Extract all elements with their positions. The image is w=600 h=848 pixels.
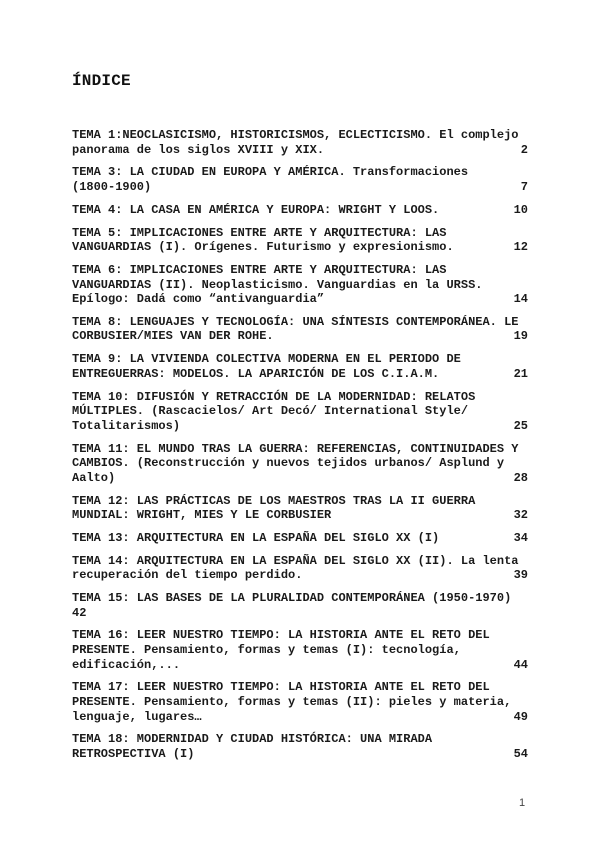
toc-entry-text-line: TEMA 1:NEOCLASICISMO, HISTORICISMOS, ECLECTICISMO. El complejo (72, 128, 519, 142)
toc-entry-text-line: lenguaje, lugares… (72, 709, 202, 724)
toc-page-number: 54 (513, 747, 528, 761)
toc-entry-text-line: (1800-1900) (72, 179, 152, 194)
toc-entry-text-line: TEMA 18: MODERNIDAD Y CIUDAD HISTÓRICA: UNA MIRADA (72, 732, 433, 747)
toc-entry[interactable] (72, 680, 528, 724)
toc-entry-text-line: TEMA 17: LEER NUESTRO TIEMPO: LA HISTORIA ANTE EL RETO DEL (72, 680, 490, 695)
toc-page-number: 21 (513, 366, 528, 381)
toc-page-number: 2 (520, 142, 528, 157)
toc-page-number: 10 (513, 202, 528, 217)
toc-entry[interactable] (72, 591, 528, 620)
toc-page-number: 19 (513, 329, 528, 344)
toc-entry[interactable] (72, 203, 528, 218)
toc-entry[interactable] (72, 165, 528, 194)
toc-entry-text-line: TEMA 16: LEER NUESTRO TIEMPO: LA HISTORIA ANTE EL RETO DEL (72, 628, 490, 643)
toc-page-number: 28 (513, 470, 528, 485)
toc-entry-text-line: TEMA 6: IMPLICACIONES ENTRE ARTE Y ARQUITECTURA: LAS (72, 262, 447, 277)
toc-entry-text-line: Epílogo: Dadá como “antivanguardia” (72, 292, 325, 307)
toc-entry-text-line: TEMA 5: IMPLICACIONES ENTRE ARTE Y ARQUITECTURA: LAS (72, 225, 447, 240)
toc-entry-text-line: edificación,... (72, 657, 181, 672)
toc-entry[interactable] (72, 128, 528, 157)
toc-entry[interactable] (72, 628, 528, 672)
toc-entry-text-line: TEMA 4: LA CASA EN AMÉRICA Y EUROPA: WRIGHT Y LOOS. (72, 202, 440, 217)
table-of-contents (72, 128, 528, 770)
page-number: 1 (519, 797, 526, 809)
toc-page-number: 32 (513, 508, 528, 523)
toc-entry-text-line: TEMA 11: EL MUNDO TRAS LA GUERRA: REFERENCIAS, CONTINUIDADES Y (72, 441, 519, 456)
toc-entry-text-line: ENTREGUERRAS: MODELOS. LA APARICIÓN DE LOS C.I.A.M. (72, 366, 440, 381)
toc-entry[interactable] (72, 554, 528, 583)
index-title: ÍNDICE (72, 72, 131, 90)
toc-entry[interactable] (72, 732, 528, 761)
toc-entry[interactable] (72, 494, 528, 523)
toc-entry[interactable] (72, 263, 528, 307)
toc-entry-text-line: TEMA 10: DIFUSIÓN Y RETRACCIÓN DE LA MODERNIDAD: RELATOS (72, 389, 476, 404)
toc-page-number: 14 (513, 292, 528, 307)
toc-entry[interactable] (72, 315, 528, 344)
toc-page-number: 12 (513, 240, 528, 255)
toc-entry-text-line: TEMA 15: LAS BASES DE LA PLURALIDAD CONTEMPORÁNEA (1950-1970) (72, 591, 512, 606)
toc-page-number: 39 (513, 568, 528, 583)
toc-entry-text-line: TEMA 3: LA CIUDAD EN EUROPA Y AMÉRICA. Transformaciones (72, 165, 469, 180)
toc-entry-text-line: PRESENTE. Pensamiento, formas y temas (I): tecnología, (72, 643, 461, 658)
toc-entry-text-line: TEMA 9: LA VIVIENDA COLECTIVA MODERNA EN EL PERIODO DE (72, 352, 461, 367)
toc-entry-text-line: CORBUSIER/MIES VAN DER ROHE. (72, 329, 274, 344)
toc-entry[interactable] (72, 442, 528, 486)
toc-page-number: 7 (520, 179, 528, 194)
toc-entry-text-line: PRESENTE. Pensamiento, formas y temas (II): pieles y materia, (72, 695, 512, 710)
toc-entry-text-line: CAMBIOS. (Reconstrucción y nuevos tejidos urbanos/ Asplund y (72, 456, 505, 471)
toc-entry-text-line: TEMA 8: LENGUAJES Y TECNOLOGÍA: UNA SÍNTESIS CONTEMPORÁNEA. LE (72, 314, 519, 329)
toc-entry[interactable] (72, 226, 528, 255)
toc-entry-text-line: recuperación del tiempo perdido. (72, 568, 303, 583)
toc-page-number: 44 (513, 657, 528, 672)
toc-page-number: 34 (513, 530, 528, 545)
toc-entry-text-line: MUNDIAL: WRIGHT, MIES Y LE CORBUSIER (72, 508, 332, 523)
toc-page-number: 42 (72, 605, 87, 620)
toc-entry-text-line: VANGUARDIAS (II). Neoplasticismo. Vanguardias en la URSS. (72, 277, 483, 292)
toc-entry-text-line: TEMA 12: LAS PRÁCTICAS DE LOS MAESTROS TRAS LA II GUERRA (72, 493, 476, 508)
toc-entry-text-line: Totalitarismos) (72, 418, 181, 433)
toc-page-number: 25 (513, 418, 528, 433)
toc-entry[interactable] (72, 352, 528, 381)
toc-entry-text-line: Aalto) (72, 470, 116, 485)
toc-entry-text-line: TEMA 14: ARQUITECTURA EN LA ESPAÑA DEL SIGLO XX (II). La lenta (72, 553, 519, 568)
toc-entry-text-line: panorama de los siglos XVIII y XIX. (72, 142, 325, 157)
toc-entry-text-line: RETROSPECTIVA (I) (72, 747, 195, 761)
toc-entry[interactable] (72, 531, 528, 546)
toc-entry-text-line: TEMA 13: ARQUITECTURA EN LA ESPAÑA DEL SIGLO XX (I) (72, 530, 440, 545)
toc-entry-text-line: VANGUARDIAS (I). Orígenes. Futurismo y expresionismo. (72, 240, 454, 255)
toc-page-number: 49 (513, 709, 528, 724)
toc-entry[interactable] (72, 390, 528, 434)
toc-entry-text-line: MÚLTIPLES. (Rascacielos/ Art Decó/ International Style/ (72, 404, 469, 419)
